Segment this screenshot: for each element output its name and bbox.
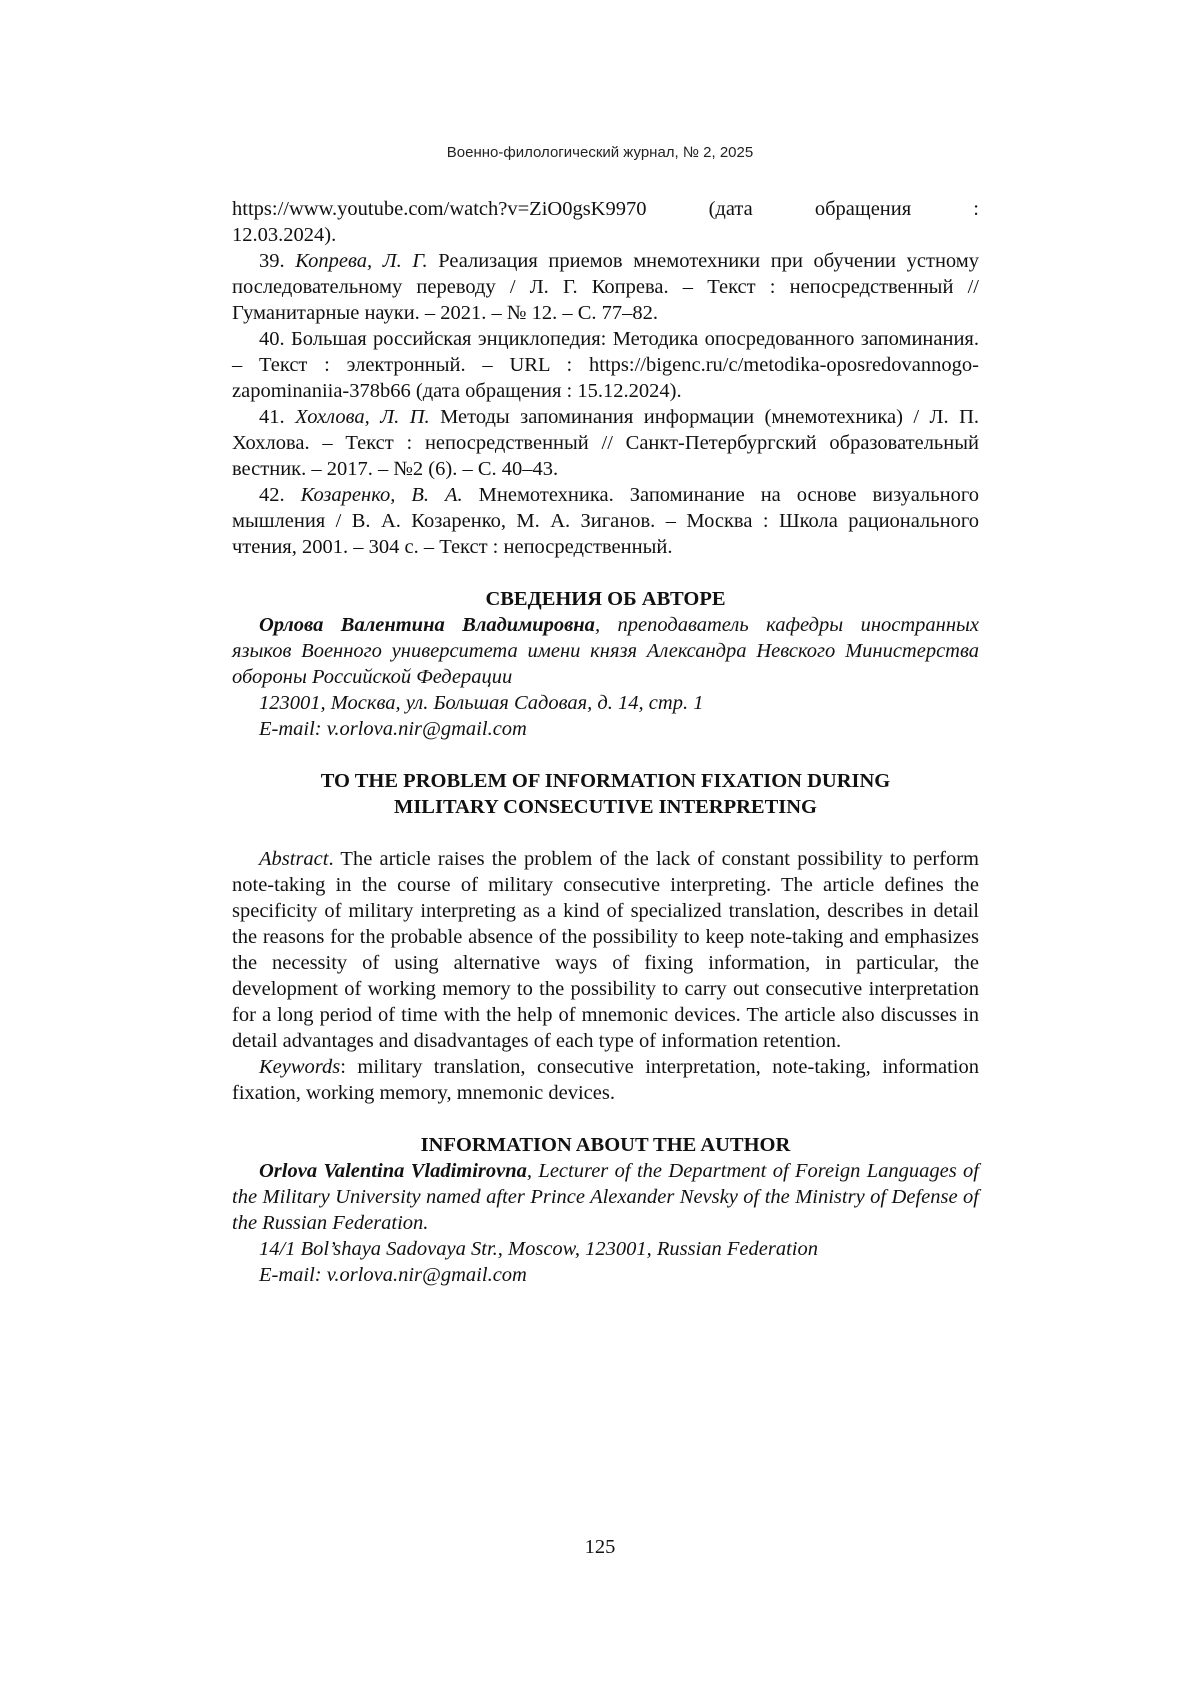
reference-number: 42. (259, 484, 285, 506)
reference-access-word-1: (дата (708, 198, 753, 220)
reference-url-line (232, 196, 979, 222)
author-ru-name: Орлова Валентина Владимировна (259, 614, 595, 636)
reference-continuation (232, 196, 979, 248)
reference-access-colon: : (973, 198, 979, 220)
reference-item-41 (232, 404, 979, 482)
author-en-heading: INFORMATION ABOUT THE AUTHOR (420, 1134, 791, 1156)
keywords-label: Keywords (259, 1056, 341, 1078)
abstract-paragraph (232, 846, 979, 1054)
reference-author: Хохлова, Л. П. (295, 406, 430, 428)
reference-access-date: 12.03.2024). (232, 224, 337, 246)
article-column (232, 196, 979, 1288)
reference-author: Козаренко, В. А. (300, 484, 463, 506)
reference-author: Копрева, Л. Г. (295, 250, 428, 272)
reference-item-42 (232, 482, 979, 560)
abstract-label: Abstract (259, 848, 329, 870)
author-ru-bio (232, 612, 979, 690)
english-title-line-1: TO THE PROBLEM OF INFORMATION FIXATION DURING (320, 770, 891, 792)
author-en-bio (232, 1158, 979, 1236)
reference-text: Реализация приемов мнемотехники при обучении устному последовательному переводу / Л. Г. Копрева. – Текст : непосредственный // Гуманитарные науки. – 2021. – № 12. – С. 77–82. (232, 250, 979, 324)
reference-url[interactable]: https://www.youtube.com/watch?v=ZiO0gsK9970 (232, 198, 647, 220)
reference-number: 40. (259, 328, 285, 350)
reference-text: Большая российская энциклопедия: Методика опосредованного запоминания. – Текст : электронный. – URL : https://bigenc.ru/c/metodika-oposredovannogo-zapominaniia-378b66 (дата обращения : 15.12.2024). (232, 328, 979, 402)
reference-access-word-2: обращения (814, 198, 912, 220)
author-en-email[interactable]: E-mail: v.orlova.nir@gmail.com (259, 1264, 527, 1286)
author-en-address: 14/1 Bol’shaya Sadovaya Str., Moscow, 123001, Russian Federation (259, 1238, 818, 1260)
author-ru-position: , преподаватель кафедры иностранных языков Военного университета имени князя Александра Невского Министерства обороны Российской Федерации (232, 614, 979, 688)
author-en-name: Orlova Valentina Vladimirovna (259, 1160, 527, 1182)
running-head: Военно-филологический журнал, № 2, 2025 (446, 144, 754, 161)
abstract-text: . The article raises the problem of the lack of constant possibility to perform note-taking in the course of military consecutive interpreting. The article defines the specificity of military interpreting as a kind of specialized translation, describes in detail the reasons for the probable absence of the possibility to keep note-taking and emphasizes the necessity of using alternative ways of fixing information, in particular, the development of working memory to the possibility to carry out consecutive interpretation for a long period of time with the help of mnemonic devices. The article also discusses in detail advantages and disadvantages of each type of information retention. (232, 848, 979, 1052)
english-title-line-2: MILITARY CONSECUTIVE INTERPRETING (393, 796, 817, 818)
reference-number: 39. (259, 250, 285, 272)
author-en-position: , Lecturer of the Department of Foreign Languages of the Military University named after Prince Alexander Nevsky of the Ministry of Defense of the Russian Federation. (232, 1160, 980, 1234)
keywords-paragraph (232, 1054, 979, 1106)
reference-number: 41. (259, 406, 285, 428)
english-title (232, 768, 979, 820)
reference-text: Мнемотехника. Запоминание на основе визуального мышления / В. А. Козаренко, М. А. Зиганов. – Москва : Школа рационального чтения, 2001. – 304 с. – Текст : непосредственный. (232, 484, 980, 558)
keywords-text: : military translation, consecutive interpretation, note-taking, information fixation, working memory, mnemonic devices. (232, 1056, 979, 1104)
reference-item-39 (232, 248, 979, 326)
author-ru-address: 123001, Москва, ул. Большая Садовая, д. 14, стр. 1 (259, 692, 704, 714)
reference-text: Методы запоминания информации (мнемотехника) / Л. П. Хохлова. – Текст : непосредственный // Санкт-Петербургский образовательный вестник. – 2017. – №2 (6). – С. 40–43. (232, 406, 979, 480)
author-ru-heading: СВЕДЕНИЯ ОБ АВТОРЕ (485, 588, 726, 610)
reference-item-40 (232, 326, 979, 404)
author-ru-email[interactable]: E-mail: v.orlova.nir@gmail.com (259, 718, 527, 740)
page-number: 125 (584, 1536, 616, 1558)
